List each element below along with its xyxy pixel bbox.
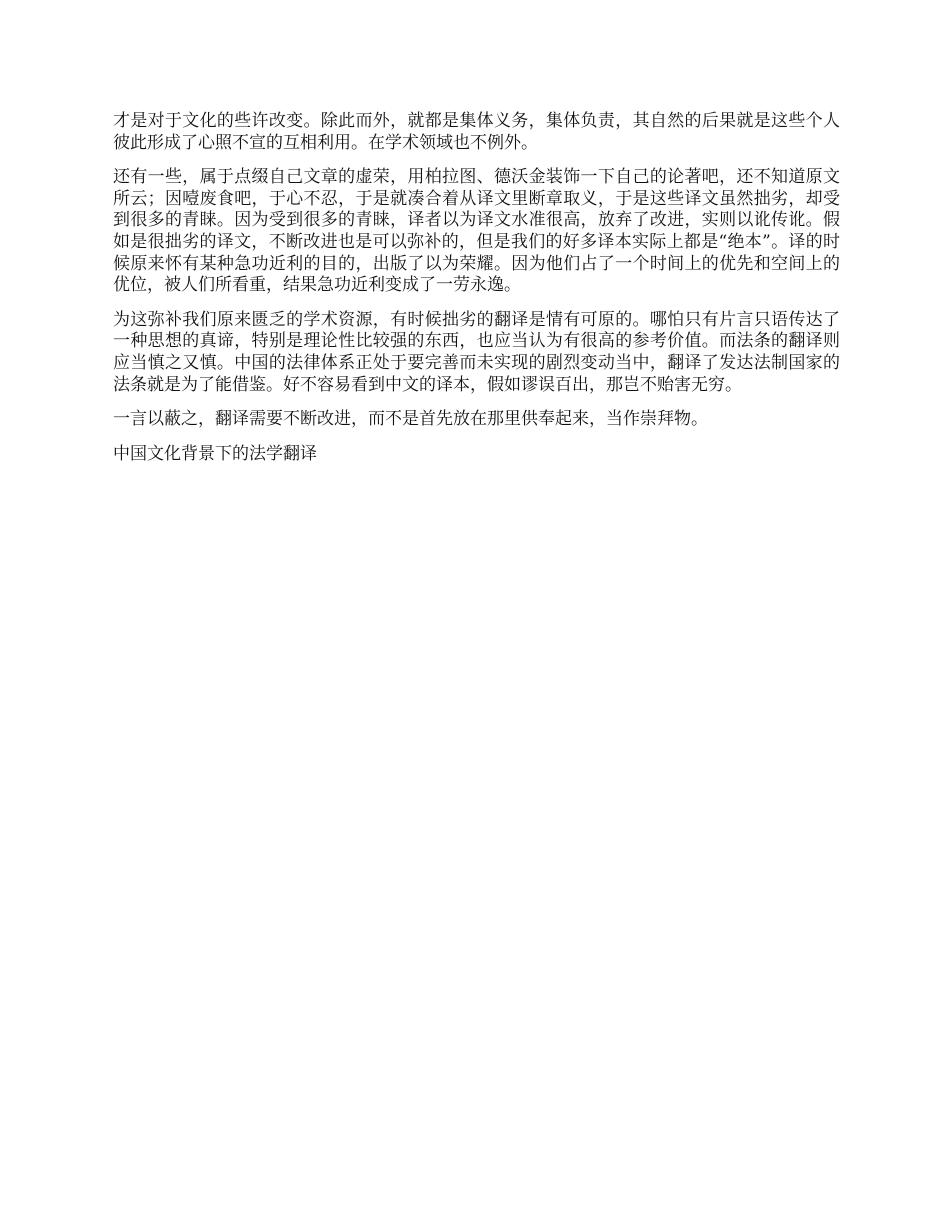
paragraph-3: 为这弥补我们原来匮乏的学术资源，有时候拙劣的翻译是情有可原的。哪怕只有片言只语传达了一种思想的真谛，特别是理论性比较强的东西，也应当认为有很高的参考价值。而法条的翻译则应当慎之又慎。中国的法律体系正处于要完善而未实现的剧烈变动当中，翻译了发达法制国家的法条就是为了能借鉴。好不容易看到中文的译本，假如谬误百出，那岂不贻害无穷。 bbox=[113, 309, 840, 395]
paragraph-2: 还有一些，属于点缀自己文章的虚荣，用柏拉图、德沃金装饰一下自己的论著吧，还不知道原文所云；因噎废食吧，于心不忍，于是就凑合着从译文里断章取义，于是这些译文虽然拙劣，却受到很多的青睐。因为受到很多的青睐，译者以为译文水准很高，放弃了改进，实则以讹传讹。假如是很拙劣的译文，不断改进也是可以弥补的，但是我们的好多译本实际上都是“绝本”。译的时候原来怀有某种急功近利的目的，出版了以为荣耀。因为他们占了一个时间上的优先和空间上的优位，被人们所看重，结果急功近利变成了一劳永逸。 bbox=[113, 167, 840, 296]
section-title: 中国文化背景下的法学翻译 bbox=[113, 443, 317, 464]
paragraph-1: 才是对于文化的些许改变。除此而外，就都是集体义务，集体负责，其自然的后果就是这些个人彼此形成了心照不宣的互相利用。在学术领域也不例外。 bbox=[113, 111, 840, 153]
paragraph-4: 一言以蔽之，翻译需要不断改进，而不是首先放在那里供奉起来，当作崇拜物。 bbox=[113, 409, 708, 430]
document-page bbox=[113, 111, 840, 465]
